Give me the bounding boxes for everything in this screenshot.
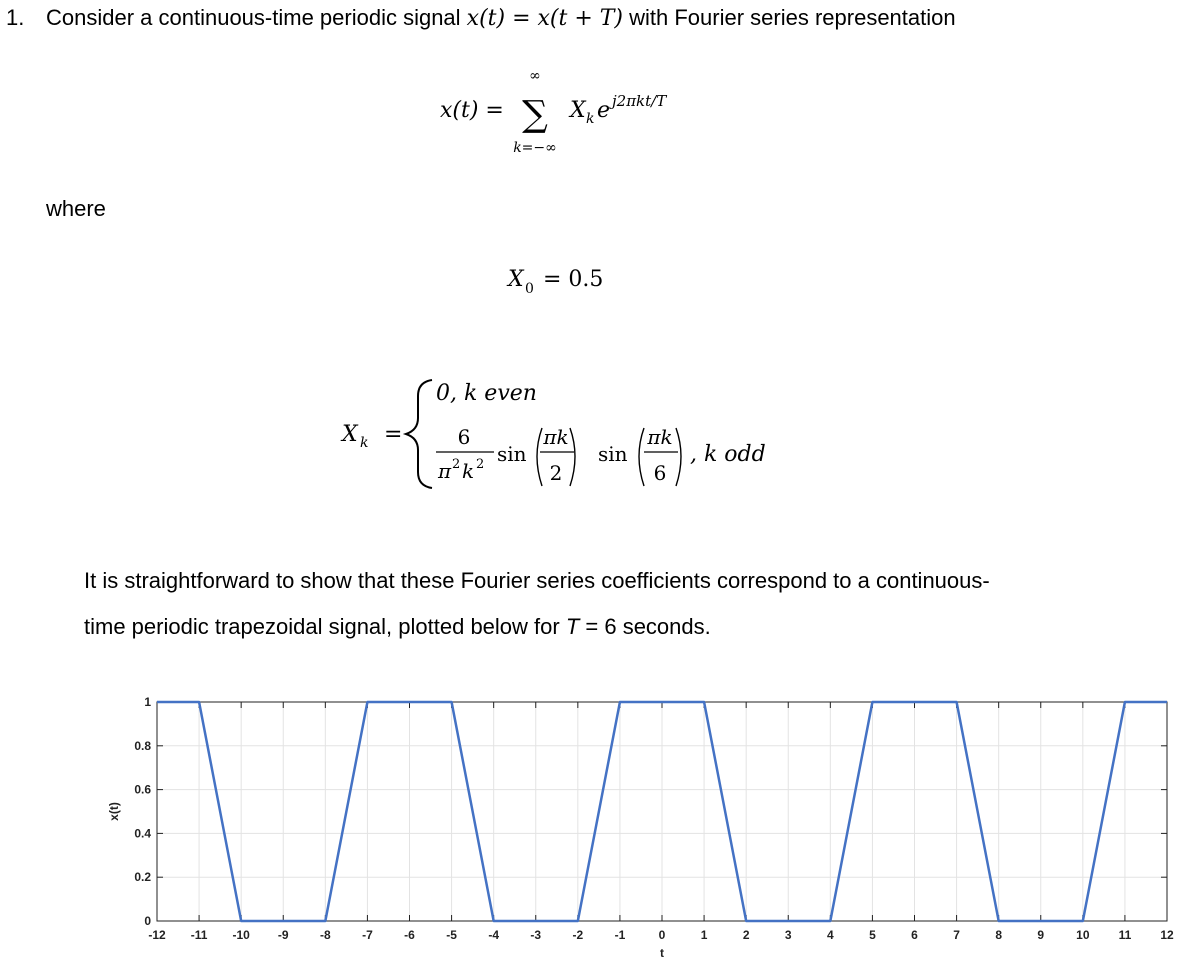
sin-word-2: sin (598, 442, 628, 466)
summation-symbol: ∑ (522, 94, 548, 135)
x-tick-label: 11 (1118, 928, 1132, 942)
intro-text-after: with Fourier series representation (623, 5, 956, 30)
case-odd-den-pi-exp: 2 (452, 457, 461, 472)
trapezoid-signal-chart (0, 680, 1186, 970)
x-tick-label: -6 (404, 928, 415, 942)
x-tick-label: -4 (488, 928, 500, 942)
x-tick-label: 9 (1037, 928, 1045, 942)
x-axis-label: t (660, 946, 664, 960)
xk-equals: = (384, 422, 403, 447)
x-tick-label: 6 (911, 928, 918, 942)
sin-word-1: sin (497, 442, 527, 466)
y-tick-label: 1 (144, 695, 151, 709)
case-even: 0, k even (436, 381, 537, 406)
fourier-term: X (570, 98, 586, 123)
y-tick-label: 0.2 (134, 870, 151, 885)
y-tick-label: 0 (144, 914, 151, 928)
x-tick-label: 0 (658, 928, 666, 942)
x-tick-label: 7 (953, 928, 960, 942)
paragraph-line-1: It is straightforward to show that these Fourier series coefficients correspond to a continuous- (84, 568, 990, 593)
fourier-exponent: j2πkt/T (612, 92, 667, 110)
x-tick-label: 12 (1160, 928, 1174, 942)
x-tick-label: 10 (1076, 928, 1090, 942)
intro-text-before: Consider a continuous-time periodic signal (46, 5, 467, 30)
fourier-term-subscript: k (586, 111, 595, 127)
x-tick-label: -9 (277, 928, 289, 942)
x-tick-label: -7 (362, 928, 373, 942)
x-tick-label: -12 (148, 928, 166, 942)
case-odd-den-k: k (462, 459, 475, 483)
frac2-numerator: πk (647, 425, 673, 449)
fourier-lhs: x(t) = (440, 98, 504, 123)
case-odd-tail: , k odd (690, 442, 766, 467)
frac1-numerator: πk (543, 425, 569, 449)
case-odd-numerator: 6 (457, 425, 471, 449)
paragraph-line-2-T: T (565, 614, 580, 639)
fourier-exp-base: e (597, 98, 611, 123)
frac1-denominator: 2 (549, 461, 563, 485)
piecewise-brace (406, 380, 432, 488)
x-tick-label: -1 (614, 928, 626, 942)
paragraph-line-2-after: = 6 seconds. (579, 614, 711, 639)
x-tick-label: -11 (190, 928, 208, 942)
x-tick-label: 3 (784, 928, 792, 942)
x0-value: = 0.5 (543, 267, 604, 292)
case-odd-den-k-exp: 2 (476, 457, 485, 472)
x-tick-label: 4 (826, 928, 834, 942)
xk-subscript: k (360, 435, 369, 451)
intro-math: x(t) = x(t + T) (466, 6, 624, 31)
question-number: 1. (6, 5, 25, 30)
sum-lower-limit: k=−∞ (513, 140, 557, 156)
chart-grid (157, 702, 1167, 921)
chart-tick-labels (134, 695, 1174, 942)
y-tick-label: 0.8 (134, 738, 151, 753)
case-odd-den-pi: π (438, 459, 452, 483)
frac2-denominator: 6 (653, 461, 667, 485)
y-axis-label: x(t) (107, 802, 121, 821)
x-tick-label: -5 (446, 928, 457, 942)
where-label: where (46, 196, 106, 221)
y-tick-label: 0.4 (134, 826, 151, 841)
x-tick-label: -10 (232, 928, 250, 942)
x0-subscript: 0 (525, 281, 534, 297)
x-tick-label: -2 (572, 928, 584, 942)
x-tick-label: -8 (319, 928, 331, 942)
x-tick-label: -3 (530, 928, 542, 942)
x0-symbol: X (508, 267, 524, 292)
x-tick-label: 5 (869, 928, 876, 942)
paragraph-line-2-before: time periodic trapezoidal signal, plotted below for (84, 614, 566, 639)
x-tick-label: 1 (700, 928, 708, 942)
sum-upper-limit: ∞ (529, 68, 541, 84)
xk-symbol: X (342, 422, 358, 447)
paragraph-line-2 (84, 604, 711, 650)
y-tick-label: 0.6 (134, 782, 151, 797)
x-tick-label: 8 (995, 928, 1003, 942)
x-tick-label: 2 (742, 928, 750, 942)
